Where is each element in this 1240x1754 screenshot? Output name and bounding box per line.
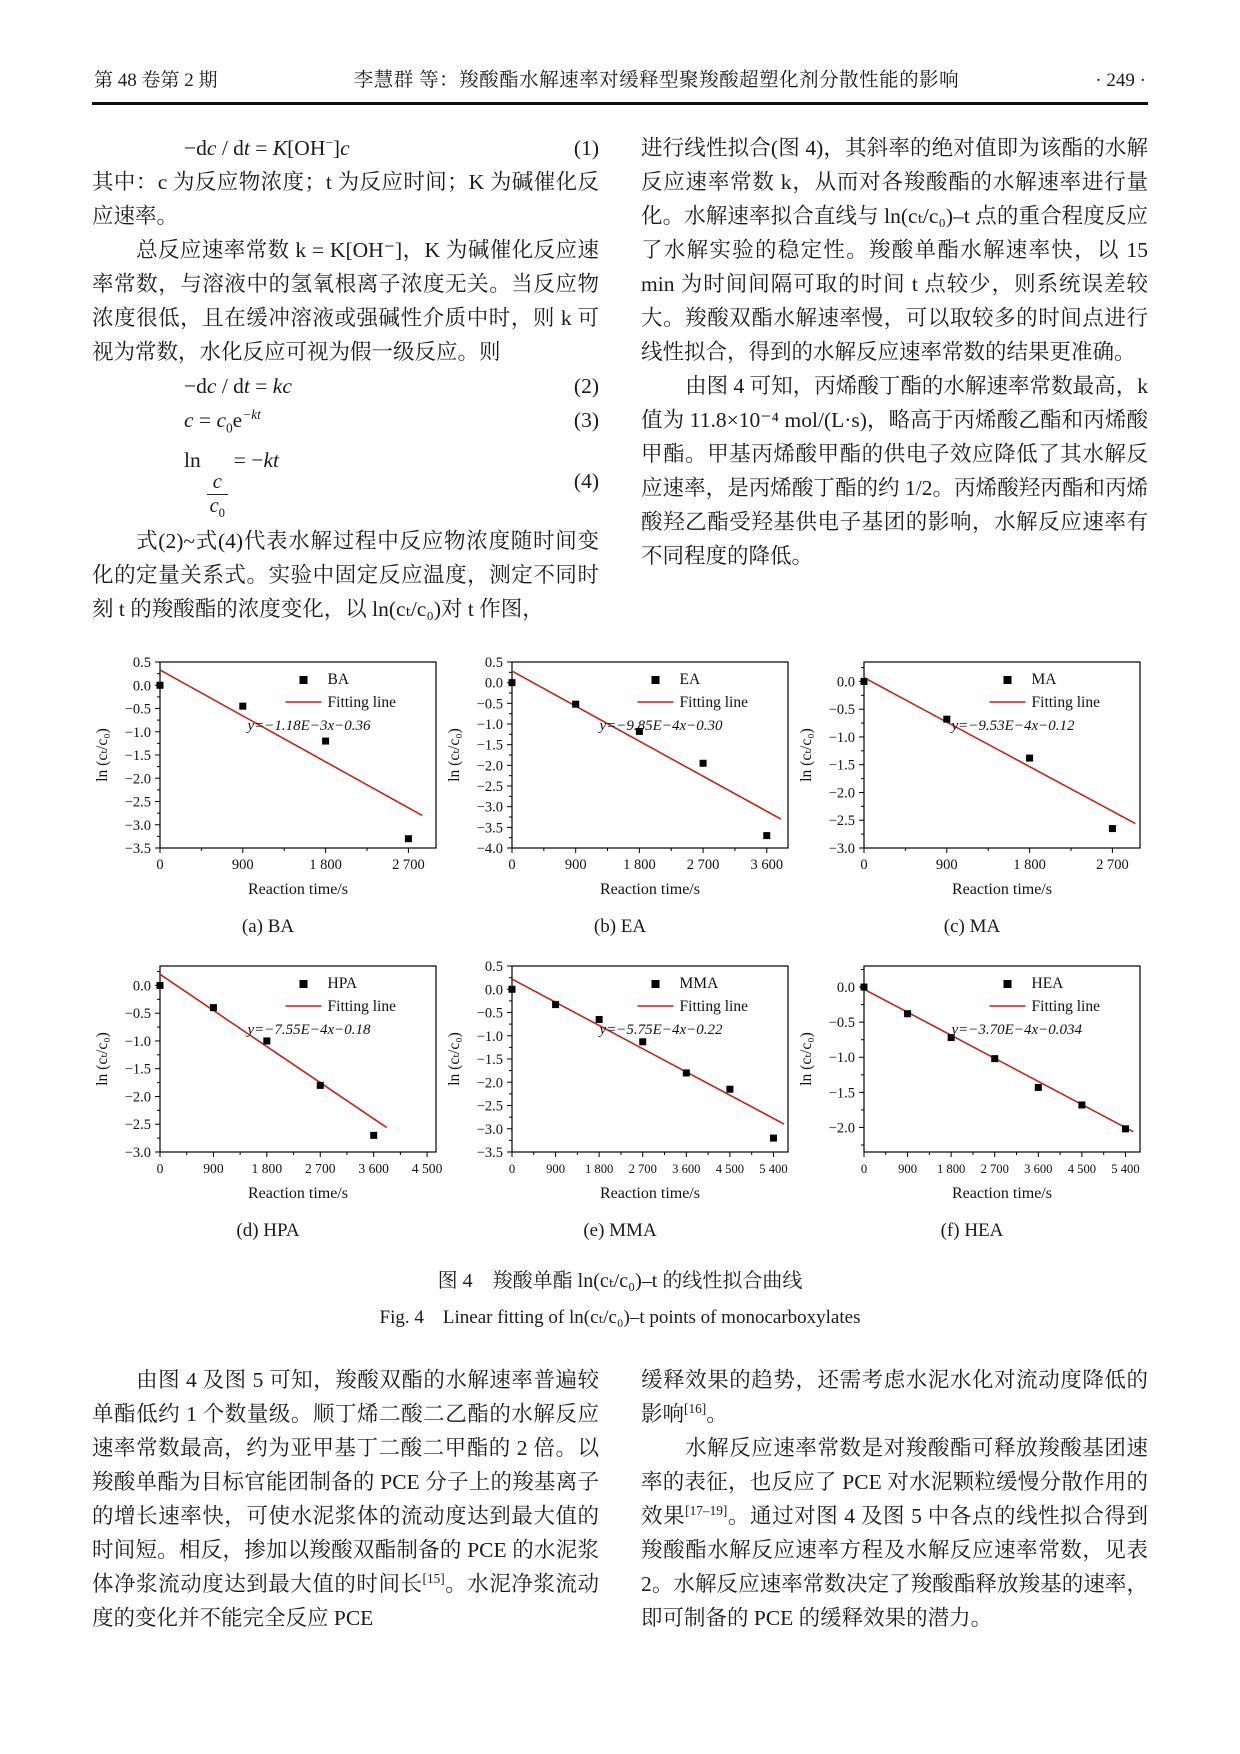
svg-text:ln (cₜ/c₀): ln (cₜ/c₀) (94, 1032, 111, 1086)
equation-1-body: −dc / dt = K[OH−]c (184, 134, 350, 160)
svg-text:MA: MA (1031, 671, 1057, 689)
svg-text:Fitting line: Fitting line (327, 998, 396, 1016)
svg-text:2 700: 2 700 (1096, 857, 1129, 874)
svg-text:−0.5: −0.5 (476, 696, 503, 713)
paragraph: 由图 4 可知，丙烯酸丁酯的水解速率常数最高，k 值为 11.8×10⁻⁴ mol/(L·s)，略高于丙烯酸乙酯和丙烯酸甲酯。甲基丙烯酸甲酯的供电子效应降低了其水解反应速率，是丙烯酸丁酯的约 1/2。丙烯酸羟丙酯和丙烯酸羟乙酯受羟基供电子基团的影响，水解反应速率有不同程度的降低。 (641, 374, 1148, 568)
svg-text:−2.0: −2.0 (828, 1120, 855, 1137)
svg-text:HPA: HPA (327, 975, 358, 993)
chart-c-ma (796, 650, 1148, 954)
svg-text:−1.0: −1.0 (124, 724, 151, 741)
svg-text:Reaction time/s: Reaction time/s (248, 1185, 348, 1203)
svg-text:−1.0: −1.0 (828, 730, 855, 747)
equation-4-body: ln $\frac{c}{c_0}$ = −kt (184, 448, 279, 521)
svg-text:0.5: 0.5 (484, 655, 503, 672)
chart-e-mma (444, 954, 796, 1258)
svg-text:−0.5: −0.5 (476, 1005, 503, 1022)
chart-b-ea (444, 650, 796, 954)
equation-4 (92, 443, 599, 521)
figure-caption-zh: 图 4 羧酸单酯 ln(cₜ/c₀)–t 的线性拟合曲线 (437, 1270, 803, 1293)
svg-text:−2.5: −2.5 (124, 1117, 151, 1134)
svg-text:Fitting line: Fitting line (679, 694, 748, 712)
svg-text:−3.0: −3.0 (828, 841, 855, 858)
svg-text:1 800: 1 800 (936, 1162, 966, 1177)
equation-3-number: (3) (573, 408, 599, 432)
svg-text:−3.0: −3.0 (124, 817, 151, 834)
svg-text:Fitting line: Fitting line (1031, 998, 1100, 1016)
chart-svg-d (92, 954, 444, 1216)
svg-text:−4.0: −4.0 (476, 841, 503, 858)
equation-1-number: (1) (573, 136, 599, 160)
svg-text:4 500: 4 500 (715, 1162, 745, 1177)
svg-text:0: 0 (860, 857, 868, 874)
equation-3 (92, 403, 599, 437)
svg-text:0.0: 0.0 (132, 678, 151, 695)
svg-text:−1.5: −1.5 (828, 1085, 855, 1102)
equation-3-body: $c = c_0e^{-kt}$ (184, 406, 261, 436)
svg-text:−0.5: −0.5 (124, 701, 151, 718)
svg-text:ln (cₜ/c₀): ln (cₜ/c₀) (798, 1032, 815, 1086)
svg-text:−1.5: −1.5 (828, 757, 855, 774)
svg-text:−1.0: −1.0 (124, 1034, 151, 1051)
top-text-columns (92, 131, 1148, 626)
paragraph: 水解反应速率常数是对羧酸酯可释放羧酸基团速率的表征，也反应了 PCE 对水泥颗粒缓慢分散作用的效果[17–19]。通过对图 4 及图 5 中各点的线性拟合得到羧酸酯水解反应速率方程及水解反应速率常数，见表 2。水解反应速率常数决定了羧酸酯释放羧基的速率，即可制备的 PCE 的缓释效果的潜力。 (641, 1436, 1148, 1631)
equation-4-rhs: = − (233, 448, 264, 472)
svg-text:−0.5: −0.5 (828, 1015, 855, 1032)
svg-text:Reaction time/s: Reaction time/s (600, 1185, 700, 1203)
svg-text:−3.0: −3.0 (476, 799, 503, 816)
ln-operator: ln (184, 448, 201, 472)
chart-f-hea (796, 954, 1148, 1258)
svg-text:−1.5: −1.5 (124, 748, 151, 765)
paragraph: 缓释效果的趋势，还需考虑水泥水化对流动度降低的影响[16]。 (641, 1368, 1148, 1427)
paragraph: 进行线性拟合(图 4)，其斜率的绝对值即为该酯的水解反应速率常数 k，从而对各羧酸酯的水解速率进行量化。水解速率拟合直线与 ln(cₜ/c₀)–t 点的重合程度反应了水解实验的稳定性。羧酸单酯水解速率快，以 15 min 为时间间隔可取的时间 t 点较少，则系统误差较大。羧酸双酯水解速率慢，可以取较多的时间点进行线性拟合，得到的水解反应速率常数的结果更准确。 (641, 136, 1148, 364)
svg-text:Fitting line: Fitting line (327, 694, 396, 712)
svg-text:−3.5: −3.5 (476, 1145, 503, 1162)
chart-a-ba (92, 650, 444, 954)
equation-4-number: (4) (573, 468, 599, 493)
svg-text:0.0: 0.0 (132, 978, 151, 995)
svg-text:3 600: 3 600 (672, 1162, 701, 1177)
chart-caption-f: (f) HEA (940, 1220, 1004, 1242)
chart-d-hpa (92, 954, 444, 1258)
svg-text:Reaction time/s: Reaction time/s (248, 881, 348, 899)
svg-text:0.5: 0.5 (132, 655, 151, 672)
svg-text:1 800: 1 800 (584, 1162, 614, 1177)
svg-text:y=−7.55E−4x−0.18: y=−7.55E−4x−0.18 (247, 1022, 371, 1039)
svg-text:ln (cₜ/c₀): ln (cₜ/c₀) (798, 728, 815, 782)
svg-text:2 700: 2 700 (980, 1162, 1009, 1177)
page-number: · 249 · (1095, 70, 1146, 91)
svg-text:−3.0: −3.0 (124, 1145, 151, 1162)
svg-text:Reaction time/s: Reaction time/s (952, 1185, 1052, 1203)
bottom-right-column (641, 1363, 1148, 1635)
svg-text:0: 0 (156, 1161, 164, 1177)
chart-svg-b (444, 650, 796, 912)
svg-text:Fitting line: Fitting line (1031, 694, 1100, 712)
chart-svg-a (92, 650, 444, 912)
chart-canvas-hpa (92, 954, 444, 1216)
svg-text:HEA: HEA (1031, 975, 1064, 993)
paragraph: 式(2)~式(4)代表水解过程中反应物浓度随时间变化的定量关系式。实验中固定反应温度，测定不同时刻 t 的羧酸酯的浓度变化，以 ln(cₜ/c₀)对 t 作图， (92, 529, 599, 622)
chart-canvas-hea (796, 954, 1148, 1216)
equation-2-body: −dc / dt = kc (184, 374, 292, 398)
svg-text:−1.5: −1.5 (476, 737, 503, 754)
svg-text:ln (cₜ/c₀): ln (cₜ/c₀) (94, 728, 111, 782)
svg-text:4 500: 4 500 (1067, 1162, 1097, 1177)
page-header (92, 64, 1148, 105)
svg-text:−3.0: −3.0 (476, 1121, 503, 1138)
svg-text:EA: EA (679, 671, 701, 689)
svg-text:−0.5: −0.5 (124, 1006, 151, 1023)
journal-issue: 第 48 卷第 2 期 (94, 70, 218, 91)
equation-2 (92, 369, 599, 403)
svg-text:900: 900 (231, 857, 254, 874)
journal-page (92, 0, 1148, 1635)
svg-text:900: 900 (564, 857, 587, 874)
svg-text:ln (cₜ/c₀): ln (cₜ/c₀) (446, 1032, 463, 1086)
chart-caption-b: (b) EA (593, 916, 647, 938)
equation-1 (92, 131, 599, 165)
figure-4 (92, 650, 1148, 1329)
right-column (641, 131, 1148, 626)
chart-canvas-ea (444, 650, 796, 912)
svg-text:3 600: 3 600 (750, 857, 784, 874)
svg-text:BA: BA (327, 671, 350, 689)
svg-text:0.0: 0.0 (484, 982, 503, 999)
svg-text:y=−1.18E−3x−0.36: y=−1.18E−3x−0.36 (247, 718, 371, 735)
svg-text:3 600: 3 600 (358, 1161, 389, 1177)
svg-text:5 400: 5 400 (759, 1162, 788, 1177)
svg-text:−1.0: −1.0 (476, 1028, 503, 1045)
svg-text:2 700: 2 700 (304, 1161, 336, 1177)
paragraph: 总反应速率常数 k = K[OH⁻]，K 为碱催化反应速率常数，与溶液中的氢氧根离子浓度无关。当反应物浓度很低，且在缓冲溶液或强碱性介质中时，则 k 可视为常数，水化反应可视为假一级反应。则 (92, 238, 599, 364)
svg-text:−3.5: −3.5 (476, 820, 503, 837)
svg-text:−1.5: −1.5 (124, 1061, 151, 1078)
svg-text:0: 0 (508, 1162, 516, 1177)
chart-grid (92, 650, 1148, 1258)
svg-text:4 500: 4 500 (411, 1161, 443, 1177)
svg-text:900: 900 (203, 1161, 224, 1177)
svg-text:0.5: 0.5 (484, 959, 503, 976)
svg-text:y=−3.70E−4x−0.034: y=−3.70E−4x−0.034 (951, 1022, 1082, 1039)
svg-text:−1.0: −1.0 (476, 717, 503, 734)
svg-text:y=−5.75E−4x−0.22: y=−5.75E−4x−0.22 (599, 1022, 723, 1039)
bottom-left-column (92, 1363, 599, 1635)
svg-text:y=−9.85E−4x−0.30: y=−9.85E−4x−0.30 (599, 718, 723, 735)
svg-text:−2.0: −2.0 (124, 771, 151, 788)
svg-text:−2.0: −2.0 (828, 785, 855, 802)
svg-text:Reaction time/s: Reaction time/s (600, 881, 700, 899)
svg-text:−2.5: −2.5 (124, 794, 151, 811)
fraction-denominator: $c_0$ (209, 495, 225, 521)
svg-text:−1.0: −1.0 (828, 1050, 855, 1067)
svg-text:−3.5: −3.5 (124, 841, 151, 858)
svg-text:−2.0: −2.0 (124, 1089, 151, 1106)
chart-caption-e: (e) MMA (583, 1220, 657, 1242)
chart-canvas-ba (92, 650, 444, 912)
paragraph: 其中：c 为反应物浓度；t 为反应时间；K 为碱催化反应速率。 (92, 170, 599, 228)
svg-text:900: 900 (546, 1162, 566, 1177)
chart-canvas-ma (796, 650, 1148, 912)
svg-text:MMA: MMA (679, 975, 719, 993)
svg-text:2 700: 2 700 (686, 857, 720, 874)
svg-text:Reaction time/s: Reaction time/s (952, 881, 1052, 899)
svg-text:1 800: 1 800 (309, 857, 342, 874)
chart-svg-e (444, 954, 796, 1216)
svg-text:−2.5: −2.5 (476, 1098, 503, 1115)
svg-text:−2.5: −2.5 (828, 813, 855, 830)
figure-caption-en: Fig. 4 Linear fitting of ln(cₜ/c₀)–t points of monocarboxylates (379, 1307, 861, 1329)
svg-text:0.0: 0.0 (836, 674, 855, 691)
svg-text:0.0: 0.0 (484, 675, 503, 692)
svg-text:−2.5: −2.5 (476, 779, 503, 796)
svg-text:3 600: 3 600 (1024, 1162, 1053, 1177)
svg-text:−2.0: −2.0 (476, 758, 503, 775)
svg-text:2 700: 2 700 (392, 857, 425, 874)
chart-svg-c (796, 650, 1148, 912)
svg-text:ln (cₜ/c₀): ln (cₜ/c₀) (446, 728, 463, 782)
svg-text:0: 0 (156, 857, 164, 874)
left-column (92, 131, 599, 626)
svg-text:−1.5: −1.5 (476, 1052, 503, 1069)
chart-svg-f (796, 954, 1148, 1216)
svg-text:5 400: 5 400 (1111, 1162, 1140, 1177)
chart-canvas-mma (444, 954, 796, 1216)
svg-text:−0.5: −0.5 (828, 702, 855, 719)
svg-text:0: 0 (508, 857, 516, 874)
paragraph: 由图 4 及图 5 可知，羧酸双酯的水解速率普遍较单酯低约 1 个数量级。顺丁烯二酸二乙酯的水解反应速率常数最高，约为亚甲基丁二酸二甲酯的 2 倍。以羧酸单酯为目标官能团制备的 PCE 分子上的羧基离子的增长速率快，可使水泥浆体的流动度达到最大值的时间短。相反，掺加以羧酸双酯制备的 PCE 的水泥浆体净浆流动度达到最大值的时间长[15]。水泥净浆流动度的变化并不能完全反应 PCE (92, 1368, 599, 1631)
svg-text:1 800: 1 800 (251, 1161, 283, 1177)
equation-2-number: (2) (573, 374, 599, 398)
svg-text:1 800: 1 800 (623, 857, 656, 874)
running-title: 李慧群 等：羧酸酯水解速率对缓释型聚羧酸超塑化剂分散性能的影响 (353, 70, 960, 91)
chart-caption-d: (d) HPA (236, 1220, 300, 1242)
svg-text:1 800: 1 800 (1013, 857, 1046, 874)
svg-text:0: 0 (860, 1162, 868, 1177)
svg-text:900: 900 (898, 1162, 918, 1177)
svg-text:0.0: 0.0 (836, 980, 855, 997)
svg-text:900: 900 (935, 857, 958, 874)
bottom-text-columns (92, 1363, 1148, 1635)
chart-caption-a: (a) BA (241, 916, 295, 938)
fraction: $\frac{c}{c_0}$ (207, 471, 228, 518)
svg-text:−2.0: −2.0 (476, 1075, 503, 1092)
chart-caption-c: (c) MA (943, 916, 1001, 938)
svg-text:y=−9.53E−4x−0.12: y=−9.53E−4x−0.12 (951, 718, 1075, 735)
svg-text:2 700: 2 700 (628, 1162, 657, 1177)
svg-text:Fitting line: Fitting line (679, 998, 748, 1016)
